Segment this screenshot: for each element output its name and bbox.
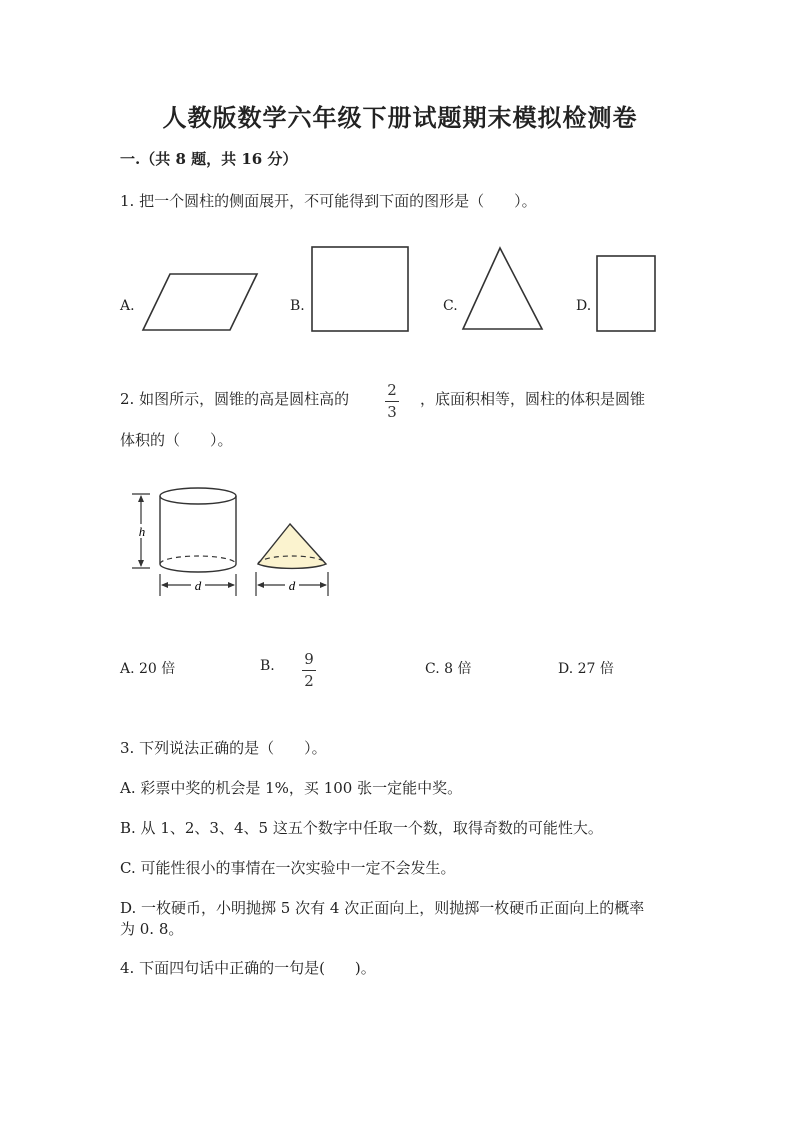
fraction-numerator: 2 (387, 381, 397, 399)
q1-option-a-label: A. (120, 298, 135, 314)
cone-diameter-label: d (288, 578, 296, 593)
q1-square-figure (311, 245, 411, 335)
question-4-text: 4. 下面四句话中正确的一句是( )。 (120, 959, 376, 977)
question-2-text-part1: 2. 如图所示，圆锥的高是圆柱高的 (120, 390, 350, 408)
fraction-numerator: 9 (304, 650, 314, 668)
question-2-text-line2: 体积的（ ）。 (120, 431, 233, 449)
q1-option-c-label: C. (443, 298, 458, 314)
cone-body (258, 524, 326, 568)
q2-option-a: A. 20 倍 (120, 661, 176, 677)
q1-parallelogram-figure (140, 270, 260, 360)
q3-option-d: D. 一枚硬币，小明抛掷 5 次有 4 次正面向上，则抛掷一枚硬币正面向上的概率 (120, 899, 645, 917)
fraction-bar (302, 670, 316, 671)
q3-option-d-continued: 为 0. 8。 (120, 920, 184, 938)
fraction-denominator: 2 (304, 672, 314, 690)
q1-triangle-figure (460, 245, 550, 335)
question-3-text: 3. 下列说法正确的是（ ）。 (120, 739, 327, 757)
q2-option-b-fraction (302, 652, 316, 689)
q2-option-c: C. 8 倍 (425, 661, 472, 677)
section-heading: 一.（共 8 题，共 16 分） (120, 150, 298, 168)
cylinder-bottom-back (160, 556, 236, 564)
q3-option-c: C. 可能性很小的事情在一次实验中一定不会发生。 (120, 859, 456, 877)
cylinder-diameter-label: d (194, 578, 202, 593)
q2-option-d: D. 27 倍 (558, 661, 614, 677)
question-1-text: 1. 把一个圆柱的侧面展开，不可能得到下面的图形是（ ）。 (120, 192, 537, 210)
q3-option-b: B. 从 1、2、3、4、5 这五个数字中任取一个数，取得奇数的可能性大。 (120, 819, 603, 837)
q2-fraction-two-thirds (385, 383, 399, 420)
height-label: h (138, 524, 146, 539)
q1-rectangle-figure (596, 255, 666, 345)
fraction-bar (385, 401, 399, 402)
page-title: 人教版数学六年级下册试题期末模拟检测卷 (162, 103, 638, 132)
q1-option-b-label: B. (290, 298, 305, 314)
fraction-denominator: 3 (387, 403, 397, 421)
q1-option-d-label: D. (576, 298, 592, 314)
q3-option-a: A. 彩票中奖的机会是 1%，买 100 张一定能中奖。 (120, 779, 463, 797)
q2-option-b-label: B. (260, 658, 275, 674)
cylinder-top (160, 488, 236, 504)
cylinder-bottom-front (160, 564, 236, 572)
question-2-text-part2: ，底面积相等，圆柱的体积是圆锥 (420, 390, 646, 408)
q2-cylinder-cone-figure (128, 484, 348, 604)
